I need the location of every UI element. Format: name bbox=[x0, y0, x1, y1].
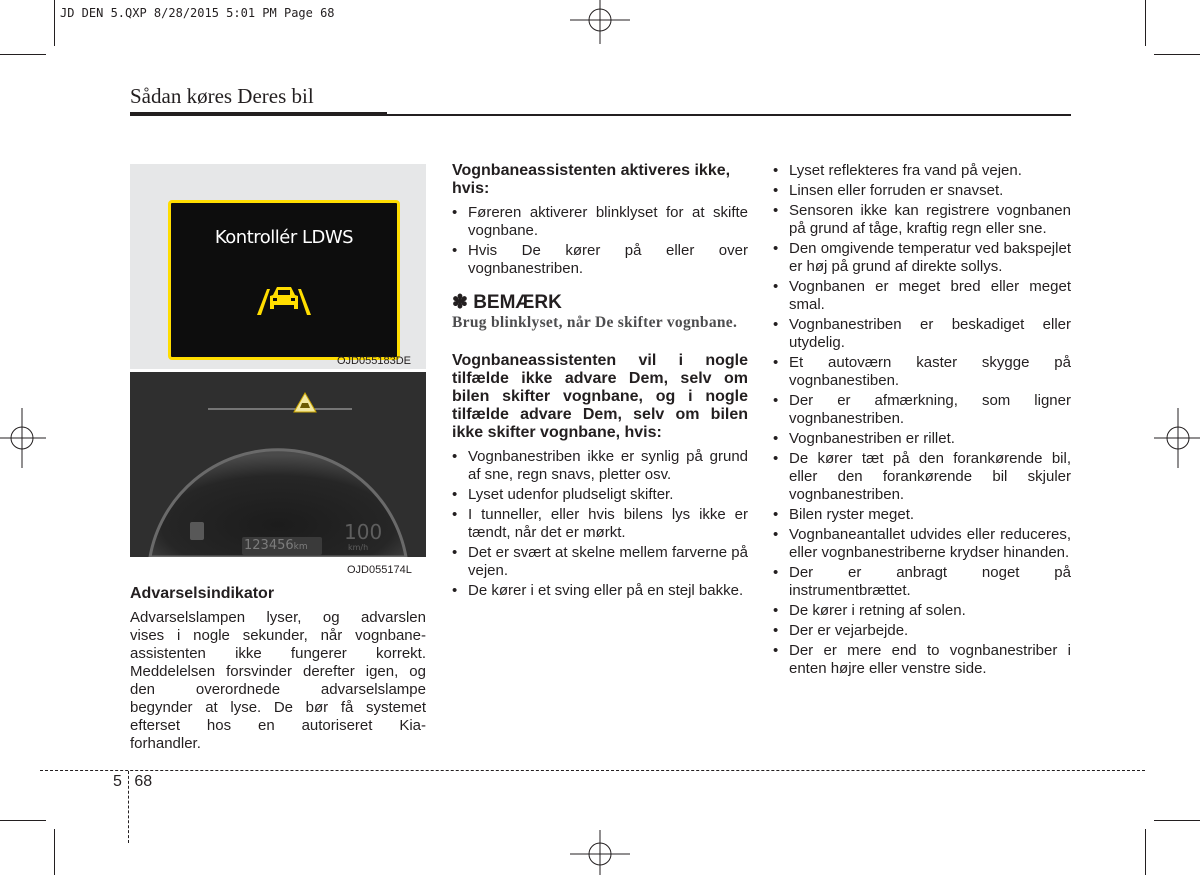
list-item: • Der er vejarbejde. bbox=[773, 622, 909, 639]
title-rule bbox=[130, 112, 387, 116]
page-number-value: 68 bbox=[134, 773, 153, 790]
fuel-icon bbox=[190, 522, 204, 540]
list-item: • Der er mere end to vognbanestriber i enten højre eller venstre side. bbox=[773, 642, 1071, 677]
crop-mark bbox=[1145, 829, 1146, 875]
registration-mark-icon bbox=[570, 0, 630, 44]
list-item: • Vognbanen er meget bred eller meget smal. bbox=[773, 278, 1071, 313]
list-item: • Sensoren ikke kan registrere vognbanen på grund af tåge, kraftig regn eller sne. bbox=[773, 202, 1071, 237]
chapter-number: 5 bbox=[113, 773, 122, 790]
speed-unit: km/h bbox=[348, 543, 369, 552]
lane-warning-icon bbox=[293, 392, 317, 414]
title-rule bbox=[387, 114, 1071, 116]
column-3 bbox=[773, 162, 1071, 680]
footer-rule bbox=[40, 770, 1145, 771]
instrument-cluster-figure bbox=[130, 372, 426, 557]
section-title: Sådan køres Deres bil bbox=[130, 84, 314, 108]
list-item: • De kører i retning af solen. bbox=[773, 602, 966, 619]
list-item: • Vognbanestriben er rillet. bbox=[773, 430, 955, 447]
odometer bbox=[244, 538, 308, 553]
cluster-display bbox=[168, 200, 400, 360]
warning-indicator-body bbox=[130, 609, 426, 753]
crop-mark bbox=[54, 829, 55, 875]
body-line: den overordnede advarselslampe bbox=[130, 681, 426, 698]
crop-mark bbox=[1154, 54, 1200, 55]
body-line: efterset hos en autoriseret Kia- bbox=[130, 717, 426, 734]
list-item: • Det er svært at skelne mellem farverne på vejen. bbox=[452, 544, 748, 579]
heading-may-not-warn: Vognbaneassistenten vil i nogle tilfælde ikke advare Dem, selv om bilen skifter vognbane, og i nogle tilfælde advare Dem, selv om bilen ikke skifter vognbane, hvis: bbox=[452, 352, 748, 441]
crop-mark bbox=[0, 54, 46, 55]
list-item: • De kører tæt på den forankørende bil, eller den forankørende bil skjuler vognbanestriben. bbox=[773, 450, 1071, 503]
odometer-value: 123456 bbox=[244, 538, 294, 553]
odometer-unit: km bbox=[293, 542, 308, 552]
crop-mark bbox=[54, 0, 55, 46]
list-item: • Der er anbragt noget på instrumentbrættet. bbox=[773, 564, 1071, 599]
list-item: • De kører i et sving eller på en stejl bakke. bbox=[452, 582, 744, 599]
list-item: • Vognbaneantallet udvides eller reduceres, eller vognbanestriberne krydser hinanden. bbox=[773, 526, 1071, 561]
display-message: Kontrollér LDWS bbox=[214, 227, 354, 248]
list-item: • Der er afmærkning, som ligner vognbanestriben. bbox=[773, 392, 1071, 427]
list-item: • Føreren aktiverer blinklyset for at skifte vognbane. bbox=[452, 204, 748, 239]
print-slug: JD DEN 5.QXP 8/28/2015 5:01 PM Page 68 bbox=[60, 6, 335, 20]
list-item: • I tunneller, eller hvis bilens lys ikke er tændt, når det er mørkt. bbox=[452, 506, 748, 541]
list-item: • Vognbanestriben ikke er synlig på grund af sne, regn snavs, pletter osv. bbox=[452, 448, 748, 483]
crop-mark bbox=[1145, 0, 1146, 46]
heading-warning-indicator: Advarselsindikator bbox=[130, 585, 275, 602]
body-line: Meddelelsen forsvinder derefter igen, og bbox=[130, 663, 426, 680]
list-item: • Et autoværn kaster skygge på vognbanestiben. bbox=[773, 354, 1071, 389]
crop-mark bbox=[1154, 820, 1200, 821]
column-1 bbox=[130, 585, 426, 753]
body-line: forhandler. bbox=[130, 735, 201, 752]
list-item: • Vognbanestriben er beskadiget eller utydelig. bbox=[773, 316, 1071, 351]
speed-readout bbox=[344, 520, 382, 544]
list-item: • Bilen ryster meget. bbox=[773, 506, 915, 523]
note-body: Brug blinklyset, når De skifter vognbane. bbox=[452, 314, 738, 331]
heading-not-activated: Vognbaneassistenten aktiveres ikke, hvis: bbox=[452, 162, 731, 197]
column-2 bbox=[452, 162, 748, 602]
body-line: begynder at lyse. De bør få systemet bbox=[130, 699, 426, 716]
conditions-list bbox=[773, 162, 1071, 678]
body-line: assistenten ikke fungerer korrekt. bbox=[130, 645, 426, 662]
list-item: • Linsen eller forruden er snavset. bbox=[773, 182, 1004, 199]
body-line: Advarselslampen lyser, og advarslen bbox=[130, 609, 426, 626]
crop-mark bbox=[0, 820, 46, 821]
ldws-message-figure bbox=[130, 164, 426, 369]
registration-mark-icon bbox=[570, 830, 630, 875]
list-item: • Lyset udenfor pludseligt skifter. bbox=[452, 486, 674, 503]
page-number bbox=[113, 773, 152, 791]
figure-code: OJD055183DE bbox=[337, 355, 411, 367]
not-activated-list bbox=[452, 204, 748, 278]
list-item: • Den omgivende temperatur ved bakspejlet er høj på grund af direkte sollys. bbox=[773, 240, 1071, 275]
list-item: • Hvis De kører på eller over vognbanestriben. bbox=[452, 242, 748, 277]
registration-mark-icon bbox=[0, 408, 46, 468]
figure-code: OJD055174L bbox=[347, 564, 412, 576]
note-title: ✽ BEMÆRK bbox=[452, 292, 562, 313]
body-line: vises i nogle sekunder, når vognbane- bbox=[130, 627, 426, 644]
registration-mark-icon bbox=[1154, 408, 1200, 468]
speed-value: 100 bbox=[344, 520, 383, 544]
may-not-warn-list bbox=[452, 448, 748, 600]
lane-departure-car-icon bbox=[253, 283, 315, 317]
list-item: • Lyset reflekteres fra vand på vejen. bbox=[773, 162, 1022, 179]
